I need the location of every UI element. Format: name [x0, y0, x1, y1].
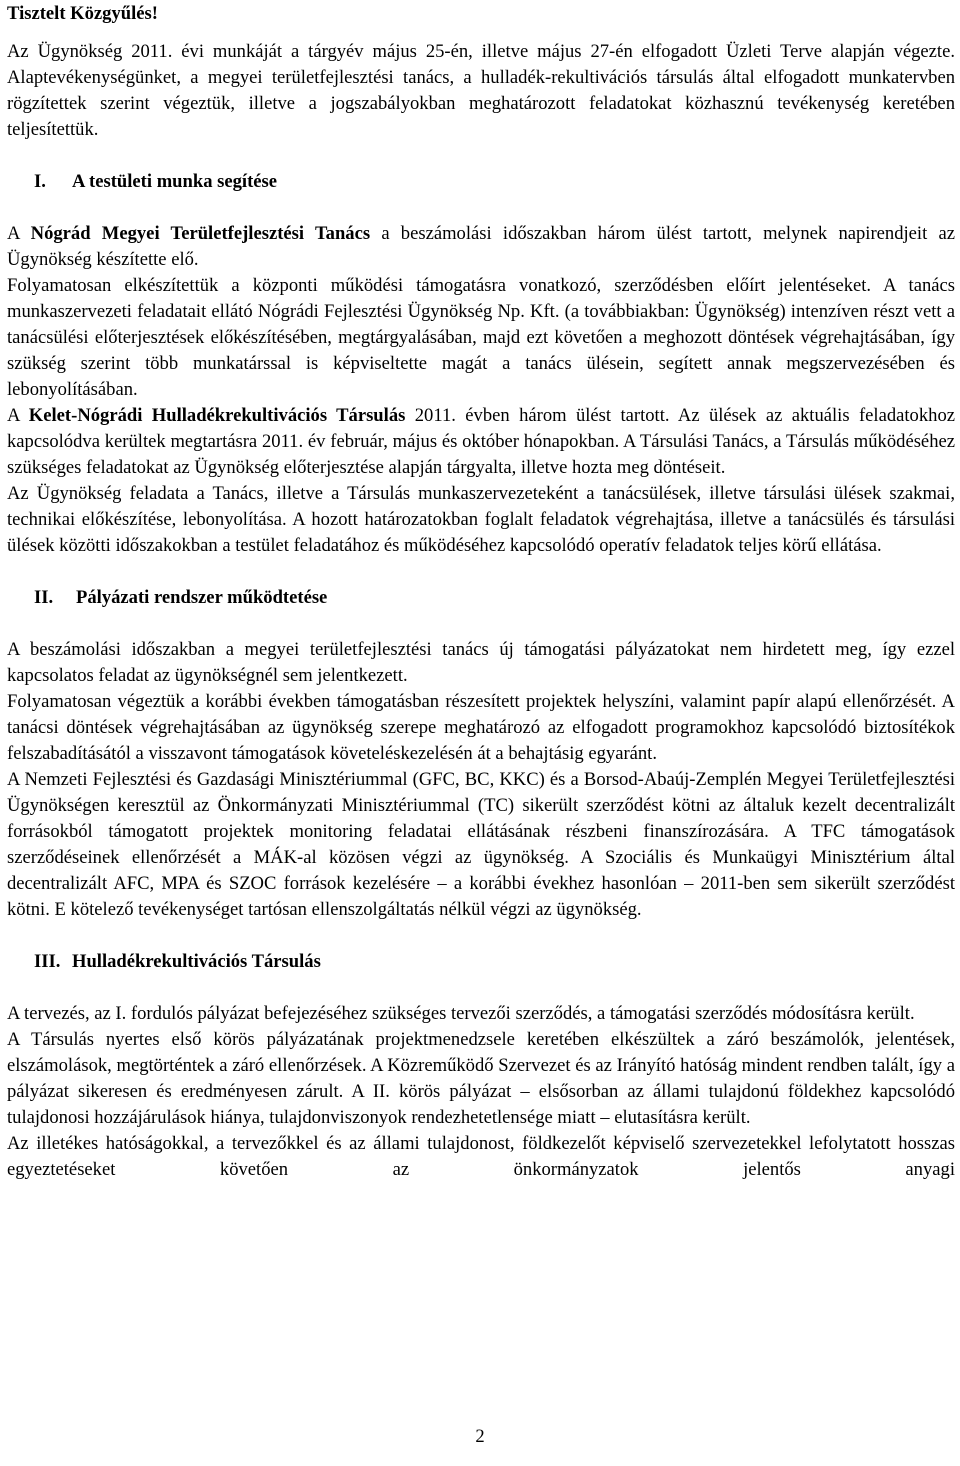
section-2-paragraph-1: A beszámolási időszakban a megyei területfejlesztési tanács új támogatási pályázatokat nem hirdetett meg, így ezzel kapcsolatos feladat az ügynökségnél sem jelentkezett.: [7, 639, 955, 686]
section-3-heading: [7, 949, 955, 975]
section-1-paragraph-4: Az Ügynökség feladata a Tanács, illetve a Társulás munkaszervezeteként a tanácsülések, illetve társulási ülések szakmai, technikai előkészítése, lebonyolítása. A hozott határozatokban foglalt feladatok végrehajtása, illetve a tanácsülés és társulási ülések közötti időszakokban a testület feladatához és működéséhez kapcsolódó operatív feladatok teljes körű ellátása.: [7, 483, 955, 556]
section-1-paragraph-3: [7, 403, 955, 481]
section-2-title: Pályázati rendszer működtetése: [76, 587, 328, 608]
section-1-heading: [7, 169, 955, 195]
page-number: 2: [475, 1426, 485, 1447]
s1p3-post: 2011. évben három ülést tartott. Az ülések az aktuális feladatokhoz kapcsolódva kerültek megtartásra 2011. év február, május és október hónapokban. A Társulási Tanács, a Társulás működéséhez szükséges feladatokat az Ügynökség előterjesztése alapján tárgyalta, illetve hozta meg döntéseit.: [7, 405, 955, 478]
greeting: Tisztelt Közgyűlés!: [7, 3, 158, 24]
section-1-paragraph-2: Folyamatosan elkészítettük a központi működési támogatásra vonatkozó, szerződésben előírt jelentéseket. A tanács munkaszervezeti feladatait ellátó Nógrádi Fejlesztési Ügynökség Np. Kft. (a továbbiakban: Ügynökség) intenzíven részt vett a tanácsülési előterjesztések előkészítésében, megtárgyalásában, majd ezt követően a meghozott döntések végrehajtásában, így szükség szerint több munkatárssal is képviseltette magát a tanács ülésein, segített annak megszervezésében és lebonyolításában.: [7, 275, 955, 400]
section-3-number: III.: [34, 951, 61, 972]
document-page: [7, 0, 955, 1183]
section-3-paragraph-2: A Társulás nyertes első körös pályázatának projektmenedzsele keretében elkészültek a záró beszámolók, jelentések, elszámolások, megtörténtek a záró ellenőrzések. A Közreműködő Szervezet és az Irányító hatóság mindent rendben talált, így a pályázat sikeresen és eredményesen zárult. A II. körös pályázat – elsősorban az állami tulajdonú földekhez kapcsolódó tulajdonosi hozzájárulások hiánya, tulajdonviszonyok rendezhetetlensége miatt – elutasításra került.: [7, 1029, 955, 1128]
s1p1-bold: Nógrád Megyei Területfejlesztési Tanács: [30, 223, 371, 244]
s1p1-pre: A: [7, 223, 31, 244]
intro-paragraph: Az Ügynökség 2011. évi munkáját a tárgyév május 25-én, illetve május 27-én elfogadott Üzleti Terve alapján végezte. Alaptevékenységünket, a megyei területfejlesztési tanács, a hulladék-rekultivációs társulás által elfogadott munkatervben rögzítettek szerint végeztük, illetve a jogszabályokban meghatározott feladatokat közhasznú tevékenység keretében teljesítettük.: [7, 41, 955, 140]
section-3-title: Hulladékrekultivációs Társulás: [72, 951, 321, 972]
section-1-title: A testületi munka segítése: [72, 171, 278, 192]
section-2-number: II.: [34, 587, 54, 608]
s1p3-pre: A: [7, 405, 29, 426]
section-1-paragraph-1: [7, 221, 955, 273]
section-1-number: I.: [34, 171, 46, 192]
s1p3-bold: Kelet-Nógrádi Hulladékrekultivációs Társulás: [28, 405, 406, 426]
s1p1-post: a beszámolási időszakban három ülést tartott, melynek napirendjeit az Ügynökség készítette elő.: [7, 223, 955, 270]
section-3-paragraph-3: Az illetékes hatóságokkal, a tervezőkkel és az állami tulajdonost, földkezelőt képviselő szervezetekkel lefolytatott hosszas egyeztetéseket követően az önkormányzatok jelentős anyagi: [7, 1133, 955, 1180]
section-2-heading: [7, 585, 955, 611]
section-3-paragraph-1: A tervezés, az I. fordulós pályázat befejezéséhez szükséges tervezői szerződés, a támogatási szerződés módosításra került.: [7, 1003, 915, 1024]
section-2-paragraph-2: Folyamatosan végeztük a korábbi években támogatásban részesített projektek helyszíni, valamint papír alapú ellenőrzését. A tanácsi döntések végrehajtásában az ügynökség szerepe meghatározó az elfogadott programokhoz kapcsolódó biztosítékok felszabadításától a visszavont támogatások követeléskezelésén át a behajtásig egyaránt.: [7, 691, 955, 764]
section-2-paragraph-3: A Nemzeti Fejlesztési és Gazdasági Minisztériummal (GFC, BC, KKC) és a Borsod-Abaúj-Zemplén Megyei Területfejlesztési Ügynökségen keresztül az Önkormányzati Minisztériummal (TC) sikerült szerződést kötni az általuk kezelt decentralizált forrásokból támogatott projektek monitoring feladatai ellátásának részbeni finanszírozására. A TFC támogatások szerződéseinek ellenőrzését a MÁK-al közösen végzi az ügynökség. A Szociális és Munkaügyi Minisztérium által decentralizált AFC, MPA és SZOC források kezelésére – a korábbi évekhez hasonlóan – 2011-ben sem sikerült szerződést kötni. E kötelező tevékenységet tartósan ellenszolgáltatás nélkül végzi az ügynökség.: [7, 769, 955, 920]
